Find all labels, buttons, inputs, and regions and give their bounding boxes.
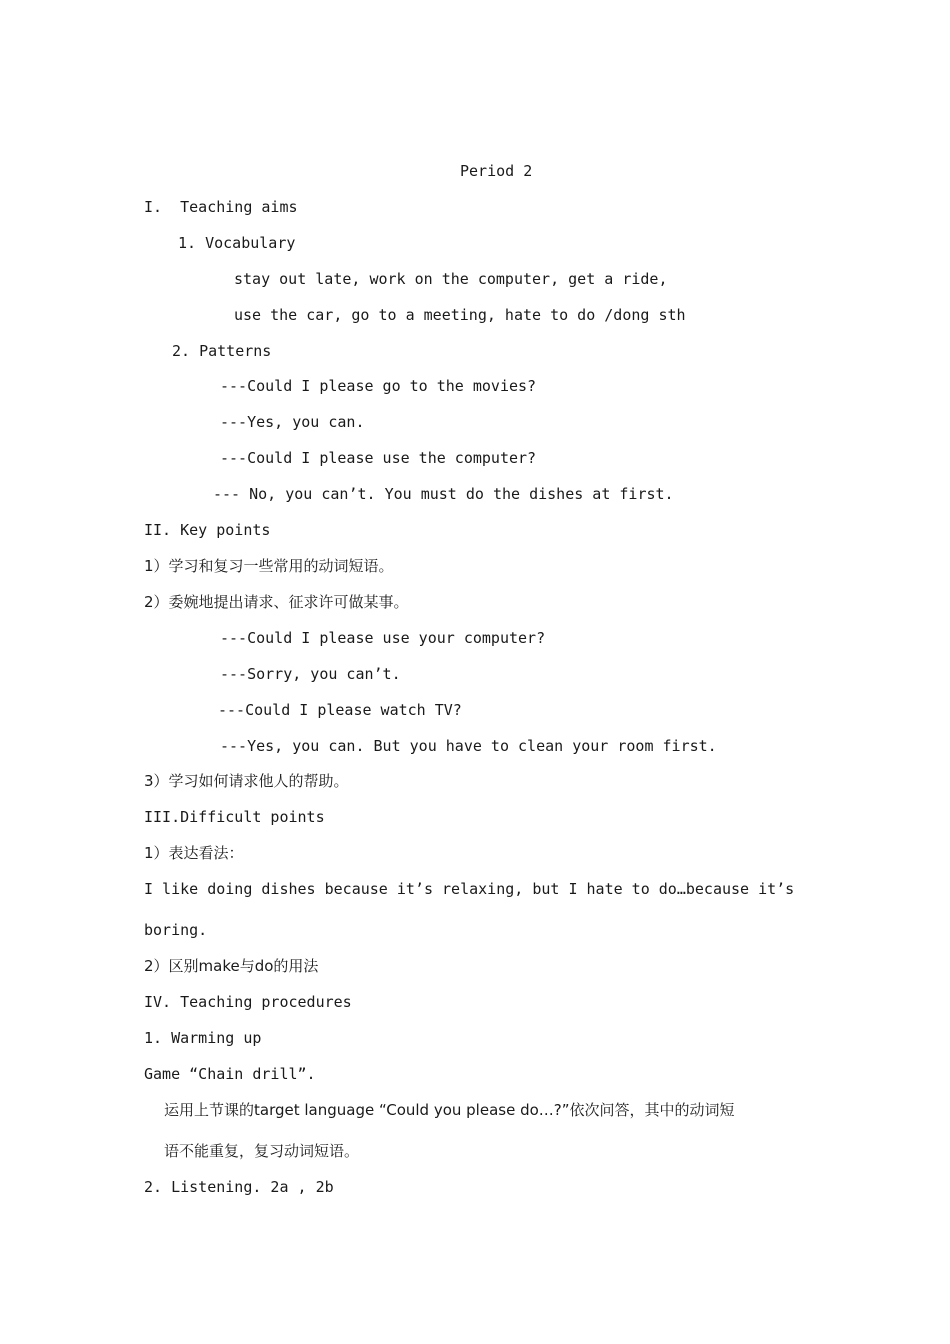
key-point-item: 2）委婉地提出请求、征求许可做某事。	[144, 593, 409, 611]
dialog-line: ---Could I please use your computer?	[220, 629, 546, 647]
section-heading-key-points: II. Key points	[144, 521, 271, 539]
vocabulary-line: stay out late, work on the computer, get a ride,	[234, 270, 668, 288]
key-point-item: 1）学习和复习一些常用的动词短语。	[144, 557, 394, 575]
dialog-line: ---Sorry, you can’t.	[220, 665, 401, 683]
procedure-step: 2. Listening. 2a , 2b	[144, 1178, 334, 1196]
key-point-item: 3）学习如何请求他人的帮助。	[144, 772, 349, 790]
section-heading-teaching-procedures: IV. Teaching procedures	[144, 993, 352, 1011]
patterns-heading: 2. Patterns	[172, 342, 272, 360]
pattern-line: ---Could I please go to the movies?	[220, 377, 537, 395]
section-heading-teaching-aims: I. Teaching aims	[144, 198, 298, 216]
difficult-point-item: 2）区别make与do的用法	[144, 957, 319, 975]
example-sentence: I like doing dishes because it’s relaxing, but I hate to do…because it’s	[144, 880, 795, 898]
procedure-step: 1. Warming up	[144, 1029, 262, 1047]
section-heading-difficult-points: III.Difficult points	[144, 808, 325, 826]
procedure-description: 语不能重复，复习动词短语。	[164, 1142, 360, 1160]
difficult-point-item: 1）表达看法：	[144, 844, 244, 862]
example-sentence: boring.	[144, 921, 208, 939]
vocabulary-line: use the car, go to a meeting, hate to do /dong sth	[234, 306, 686, 324]
procedure-description: 运用上节课的target language “Could you please do…?”依次问答，其中的动词短	[164, 1101, 735, 1119]
dialog-line: ---Yes, you can. But you have to clean your room first.	[220, 737, 717, 755]
pattern-line: --- No, you can’t. You must do the dishes at first.	[213, 485, 674, 503]
dialog-line: ---Could I please watch TV?	[218, 701, 462, 719]
vocabulary-heading: 1. Vocabulary	[178, 234, 296, 252]
page-title: Period 2	[460, 162, 533, 180]
game-line: Game “Chain drill”.	[144, 1065, 316, 1083]
pattern-line: ---Yes, you can.	[220, 413, 365, 431]
pattern-line: ---Could I please use the computer?	[220, 449, 537, 467]
